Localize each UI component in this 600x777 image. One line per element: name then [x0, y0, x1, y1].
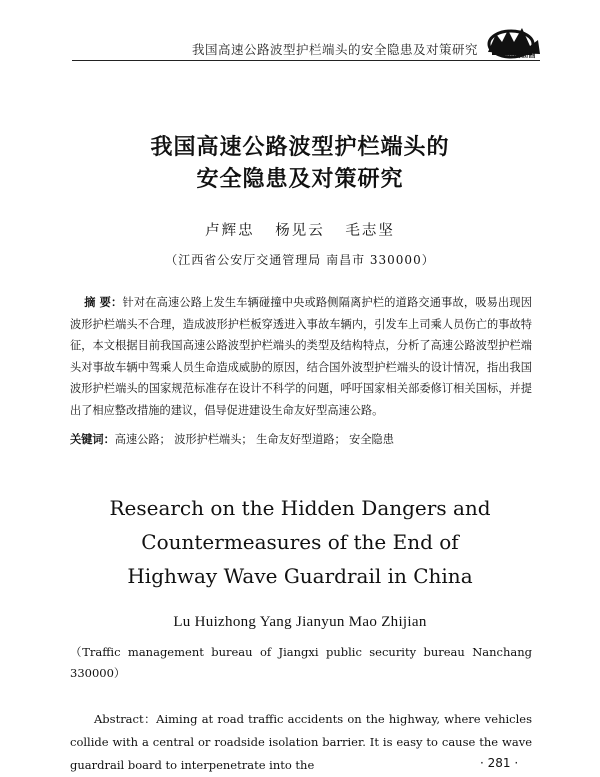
logo-text: 中国油画: [506, 51, 536, 59]
chinese-keywords: [70, 431, 532, 447]
english-title-line-3: Highway Wave Guardrail in China: [127, 564, 473, 588]
english-title-line-1: Research on the Hidden Dangers and: [109, 496, 491, 520]
chinese-abstract-label: 摘 要：: [84, 296, 123, 309]
chinese-authors: 卢辉忠 杨见云 毛志坚: [205, 223, 395, 239]
chinese-keywords-label: 关键词：: [70, 433, 115, 446]
chinese-title-line-2: 安全隐患及对策研究: [196, 167, 404, 192]
chinese-title-line-1: 我国高速公路波型护栏端头的: [150, 135, 450, 160]
header-rule: [72, 60, 540, 61]
page-number: · 281 ·: [480, 756, 519, 770]
chinese-abstract-text: 针对在高速公路上发生车辆碰撞中央或路侧隔离护栏的道路交通事故，吸易出现因波形护栏端头不合理，造成波形护栏板穿透进入事故车辆内，引发车上司乘人员伤亡的事故特征，本文根据目前我国高速公路波型护栏端头的类型及结构特点，分析了高速公路波型护栏端头对事故车辆中驾乘人员生命造成威胁的原因，结合国外波型护栏端头的设计情况，指出我国波形护栏端头的国家规范标准存在设计不科学的问题，呼吁国家相关部委修订相关国标，并提出了相应整改措施的建议，倡导促进建设生命友好型高速公路。: [70, 296, 532, 417]
running-head: 我国高速公路波型护栏端头的安全隐患及对策研究: [191, 42, 478, 57]
english-abstract-label: Abstract：: [94, 712, 157, 726]
english-title-line-2: Countermeasures of the End of: [141, 530, 459, 554]
chinese-affiliation: （江西省公安厅交通管理局 南昌市 330000）: [165, 253, 435, 267]
english-authors: Lu Huizhong Yang Jianyun Mao Zhijian: [173, 614, 427, 630]
english-affiliation: （Traffic management bureau of Jiangxi public security bureau Nanchang 330000）: [70, 645, 532, 680]
english-abstract: [70, 708, 532, 777]
english-abstract-text: Aiming at road traffic accidents on the highway, where vehicles collide with a central or roadside isolation barrier. It is easy to cause the wave guardrail board to interpenetrate into the: [70, 712, 532, 772]
chinese-keywords-text: 高速公路； 波形护栏端头； 生命友好型道路； 安全隐患: [114, 433, 394, 446]
chinese-abstract: [70, 292, 532, 421]
